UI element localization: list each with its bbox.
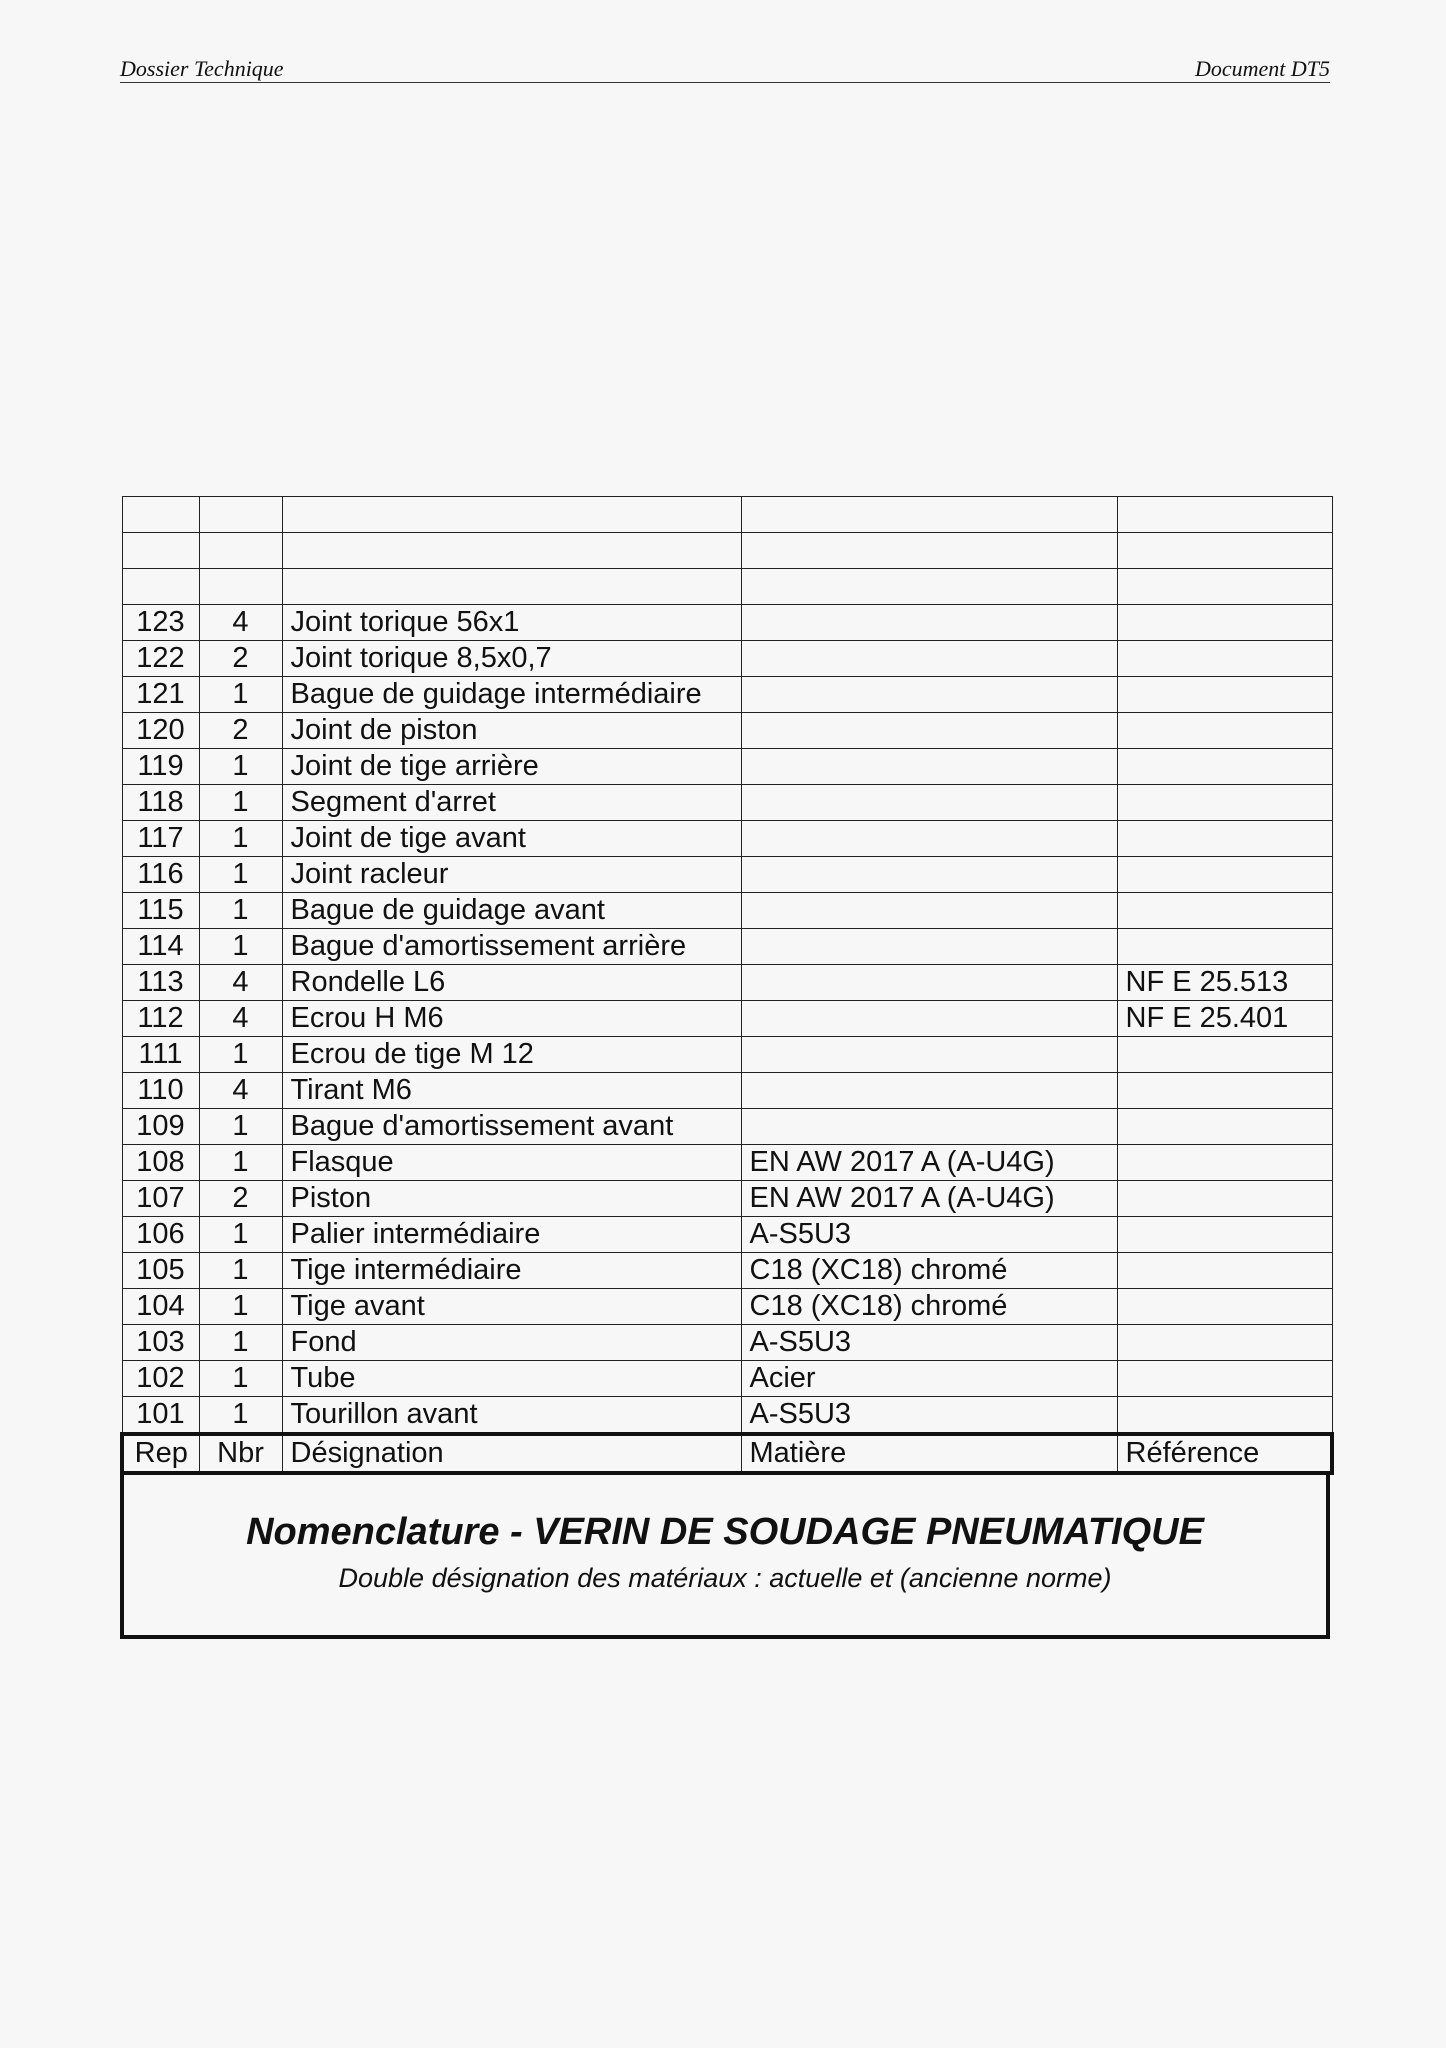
- table-row: [122, 785, 1332, 821]
- cell-designation: Bague de guidage avant: [282, 893, 741, 929]
- cell-nbr: 1: [199, 1037, 282, 1073]
- cell-reference: [1117, 749, 1332, 785]
- cell-matiere: C18 (XC18) chromé: [741, 1253, 1117, 1289]
- table-row: [122, 1397, 1332, 1435]
- cell-rep: 102: [122, 1361, 199, 1397]
- cell-matiere: [741, 1073, 1117, 1109]
- cell-nbr: [199, 533, 282, 569]
- cell-designation: Rondelle L6: [282, 965, 741, 1001]
- cell-nbr: 4: [199, 1073, 282, 1109]
- cell-rep: 123: [122, 605, 199, 641]
- page-header: [120, 56, 1330, 83]
- table-row: [122, 1109, 1332, 1145]
- cell-designation: Bague d'amortissement avant: [282, 1109, 741, 1145]
- cell-designation: Joint de tige avant: [282, 821, 741, 857]
- cell-matiere: [741, 641, 1117, 677]
- cell-designation: Flasque: [282, 1145, 741, 1181]
- cell-rep: 114: [122, 929, 199, 965]
- cell-rep: [122, 569, 199, 605]
- cell-matiere: [741, 821, 1117, 857]
- cell-matiere: [741, 857, 1117, 893]
- cell-designation: Tige avant: [282, 1289, 741, 1325]
- cell-matiere: [741, 713, 1117, 749]
- cell-rep: 120: [122, 713, 199, 749]
- table-row: [122, 857, 1332, 893]
- cell-nbr: 1: [199, 1217, 282, 1253]
- cell-designation: Joint de piston: [282, 713, 741, 749]
- cell-reference: [1117, 605, 1332, 641]
- cell-rep: 109: [122, 1109, 199, 1145]
- cell-nbr: 1: [199, 1397, 282, 1435]
- cell-designation: [282, 533, 741, 569]
- cell-designation: Ecrou H M6: [282, 1001, 741, 1037]
- cell-nbr: 2: [199, 1181, 282, 1217]
- cell-matiere: [741, 605, 1117, 641]
- cell-designation: [282, 569, 741, 605]
- title-block: [120, 1475, 1330, 1639]
- cell-designation: [282, 497, 741, 533]
- table-row: [122, 497, 1332, 533]
- cell-reference: [1117, 1361, 1332, 1397]
- table-row: [122, 1289, 1332, 1325]
- table-row: [122, 1217, 1332, 1253]
- column-header-matiere: Matière: [741, 1434, 1117, 1473]
- cell-rep: 116: [122, 857, 199, 893]
- cell-reference: [1117, 1289, 1332, 1325]
- cell-matiere: A-S5U3: [741, 1217, 1117, 1253]
- cell-matiere: [741, 965, 1117, 1001]
- table-row: [122, 533, 1332, 569]
- cell-rep: 103: [122, 1325, 199, 1361]
- cell-nbr: 1: [199, 1253, 282, 1289]
- cell-nbr: 1: [199, 749, 282, 785]
- cell-matiere: A-S5U3: [741, 1397, 1117, 1435]
- cell-rep: 105: [122, 1253, 199, 1289]
- cell-designation: Segment d'arret: [282, 785, 741, 821]
- cell-designation: Tige intermédiaire: [282, 1253, 741, 1289]
- cell-rep: 112: [122, 1001, 199, 1037]
- cell-matiere: [741, 497, 1117, 533]
- cell-nbr: 2: [199, 713, 282, 749]
- cell-designation: Fond: [282, 1325, 741, 1361]
- cell-reference: [1117, 1037, 1332, 1073]
- table-row: [122, 677, 1332, 713]
- cell-reference: [1117, 713, 1332, 749]
- cell-reference: [1117, 1181, 1332, 1217]
- cell-reference: [1117, 1145, 1332, 1181]
- cell-reference: [1117, 1073, 1332, 1109]
- cell-nbr: 1: [199, 857, 282, 893]
- cell-matiere: EN AW 2017 A (A-U4G): [741, 1145, 1117, 1181]
- cell-rep: [122, 533, 199, 569]
- cell-rep: 107: [122, 1181, 199, 1217]
- cell-reference: [1117, 821, 1332, 857]
- cell-designation: Tube: [282, 1361, 741, 1397]
- cell-designation: Joint torique 56x1: [282, 605, 741, 641]
- cell-reference: [1117, 677, 1332, 713]
- cell-designation: Joint racleur: [282, 857, 741, 893]
- cell-reference: [1117, 497, 1332, 533]
- document-subtitle: Double désignation des matériaux : actuelle et (ancienne norme): [338, 1563, 1112, 1593]
- cell-reference: [1117, 1253, 1332, 1289]
- header-right-text: Document DT5: [1194, 56, 1330, 81]
- table-row: [122, 965, 1332, 1001]
- cell-rep: 113: [122, 965, 199, 1001]
- cell-reference: [1117, 929, 1332, 965]
- cell-matiere: C18 (XC18) chromé: [741, 1289, 1117, 1325]
- cell-nbr: [199, 497, 282, 533]
- cell-nbr: 1: [199, 677, 282, 713]
- table-row: [122, 929, 1332, 965]
- cell-rep: 101: [122, 1397, 199, 1435]
- cell-reference: [1117, 785, 1332, 821]
- cell-rep: 122: [122, 641, 199, 677]
- cell-reference: [1117, 893, 1332, 929]
- cell-reference: NF E 25.513: [1117, 965, 1332, 1001]
- cell-matiere: [741, 1109, 1117, 1145]
- cell-rep: 118: [122, 785, 199, 821]
- header-left-text: Dossier Technique: [120, 56, 284, 81]
- cell-nbr: 1: [199, 1289, 282, 1325]
- table-row: [122, 821, 1332, 857]
- table-row: [122, 1253, 1332, 1289]
- column-header-rep: Rep: [122, 1434, 199, 1473]
- cell-matiere: [741, 533, 1117, 569]
- cell-nbr: 2: [199, 641, 282, 677]
- cell-reference: [1117, 1325, 1332, 1361]
- cell-reference: [1117, 641, 1332, 677]
- cell-designation: Tourillon avant: [282, 1397, 741, 1435]
- table-body: [122, 497, 1332, 1435]
- cell-matiere: [741, 893, 1117, 929]
- table-row: [122, 641, 1332, 677]
- cell-rep: 119: [122, 749, 199, 785]
- cell-rep: 110: [122, 1073, 199, 1109]
- column-header-nbr: Nbr: [199, 1434, 282, 1473]
- cell-matiere: [741, 1037, 1117, 1073]
- cell-nbr: 4: [199, 605, 282, 641]
- cell-rep: [122, 497, 199, 533]
- cell-matiere: [741, 569, 1117, 605]
- document-title: Nomenclature - VERIN DE SOUDAGE PNEUMATIQUE: [246, 1511, 1204, 1553]
- cell-designation: Ecrou de tige M 12: [282, 1037, 741, 1073]
- cell-matiere: [741, 749, 1117, 785]
- table-row: [122, 1073, 1332, 1109]
- cell-nbr: [199, 569, 282, 605]
- table-row: [122, 1037, 1332, 1073]
- table-row: [122, 1145, 1332, 1181]
- cell-nbr: 1: [199, 1325, 282, 1361]
- table-header-row: [122, 1434, 1332, 1473]
- cell-designation: Bague de guidage intermédiaire: [282, 677, 741, 713]
- cell-nbr: 1: [199, 893, 282, 929]
- cell-nbr: 1: [199, 785, 282, 821]
- cell-designation: Tirant M6: [282, 1073, 741, 1109]
- column-header-reference: Référence: [1117, 1434, 1332, 1473]
- table-row: [122, 569, 1332, 605]
- cell-matiere: [741, 1001, 1117, 1037]
- cell-rep: 115: [122, 893, 199, 929]
- cell-reference: [1117, 1109, 1332, 1145]
- cell-designation: Joint torique 8,5x0,7: [282, 641, 741, 677]
- cell-nbr: 4: [199, 1001, 282, 1037]
- table-row: [122, 749, 1332, 785]
- table-row: [122, 893, 1332, 929]
- cell-rep: 104: [122, 1289, 199, 1325]
- cell-rep: 111: [122, 1037, 199, 1073]
- table-row: [122, 1001, 1332, 1037]
- nomenclature-table-block: [120, 496, 1330, 1639]
- table-row: [122, 1181, 1332, 1217]
- cell-nbr: 1: [199, 1145, 282, 1181]
- cell-rep: 121: [122, 677, 199, 713]
- cell-designation: Palier intermédiaire: [282, 1217, 741, 1253]
- cell-matiere: EN AW 2017 A (A-U4G): [741, 1181, 1117, 1217]
- cell-designation: Bague d'amortissement arrière: [282, 929, 741, 965]
- cell-nbr: 1: [199, 821, 282, 857]
- cell-matiere: [741, 785, 1117, 821]
- cell-nbr: 1: [199, 1109, 282, 1145]
- cell-rep: 108: [122, 1145, 199, 1181]
- cell-matiere: [741, 929, 1117, 965]
- table-row: [122, 1361, 1332, 1397]
- cell-nbr: 1: [199, 1361, 282, 1397]
- cell-reference: [1117, 533, 1332, 569]
- cell-reference: NF E 25.401: [1117, 1001, 1332, 1037]
- cell-reference: [1117, 1217, 1332, 1253]
- table-row: [122, 1325, 1332, 1361]
- cell-rep: 106: [122, 1217, 199, 1253]
- cell-matiere: Acier: [741, 1361, 1117, 1397]
- cell-matiere: A-S5U3: [741, 1325, 1117, 1361]
- cell-reference: [1117, 857, 1332, 893]
- cell-matiere: [741, 677, 1117, 713]
- table-row: [122, 713, 1332, 749]
- cell-designation: Joint de tige arrière: [282, 749, 741, 785]
- nomenclature-table: [120, 496, 1334, 1475]
- cell-designation: Piston: [282, 1181, 741, 1217]
- column-header-designation: Désignation: [282, 1434, 741, 1473]
- cell-reference: [1117, 1397, 1332, 1435]
- cell-rep: 117: [122, 821, 199, 857]
- cell-nbr: 4: [199, 965, 282, 1001]
- cell-reference: [1117, 569, 1332, 605]
- cell-nbr: 1: [199, 929, 282, 965]
- table-row: [122, 605, 1332, 641]
